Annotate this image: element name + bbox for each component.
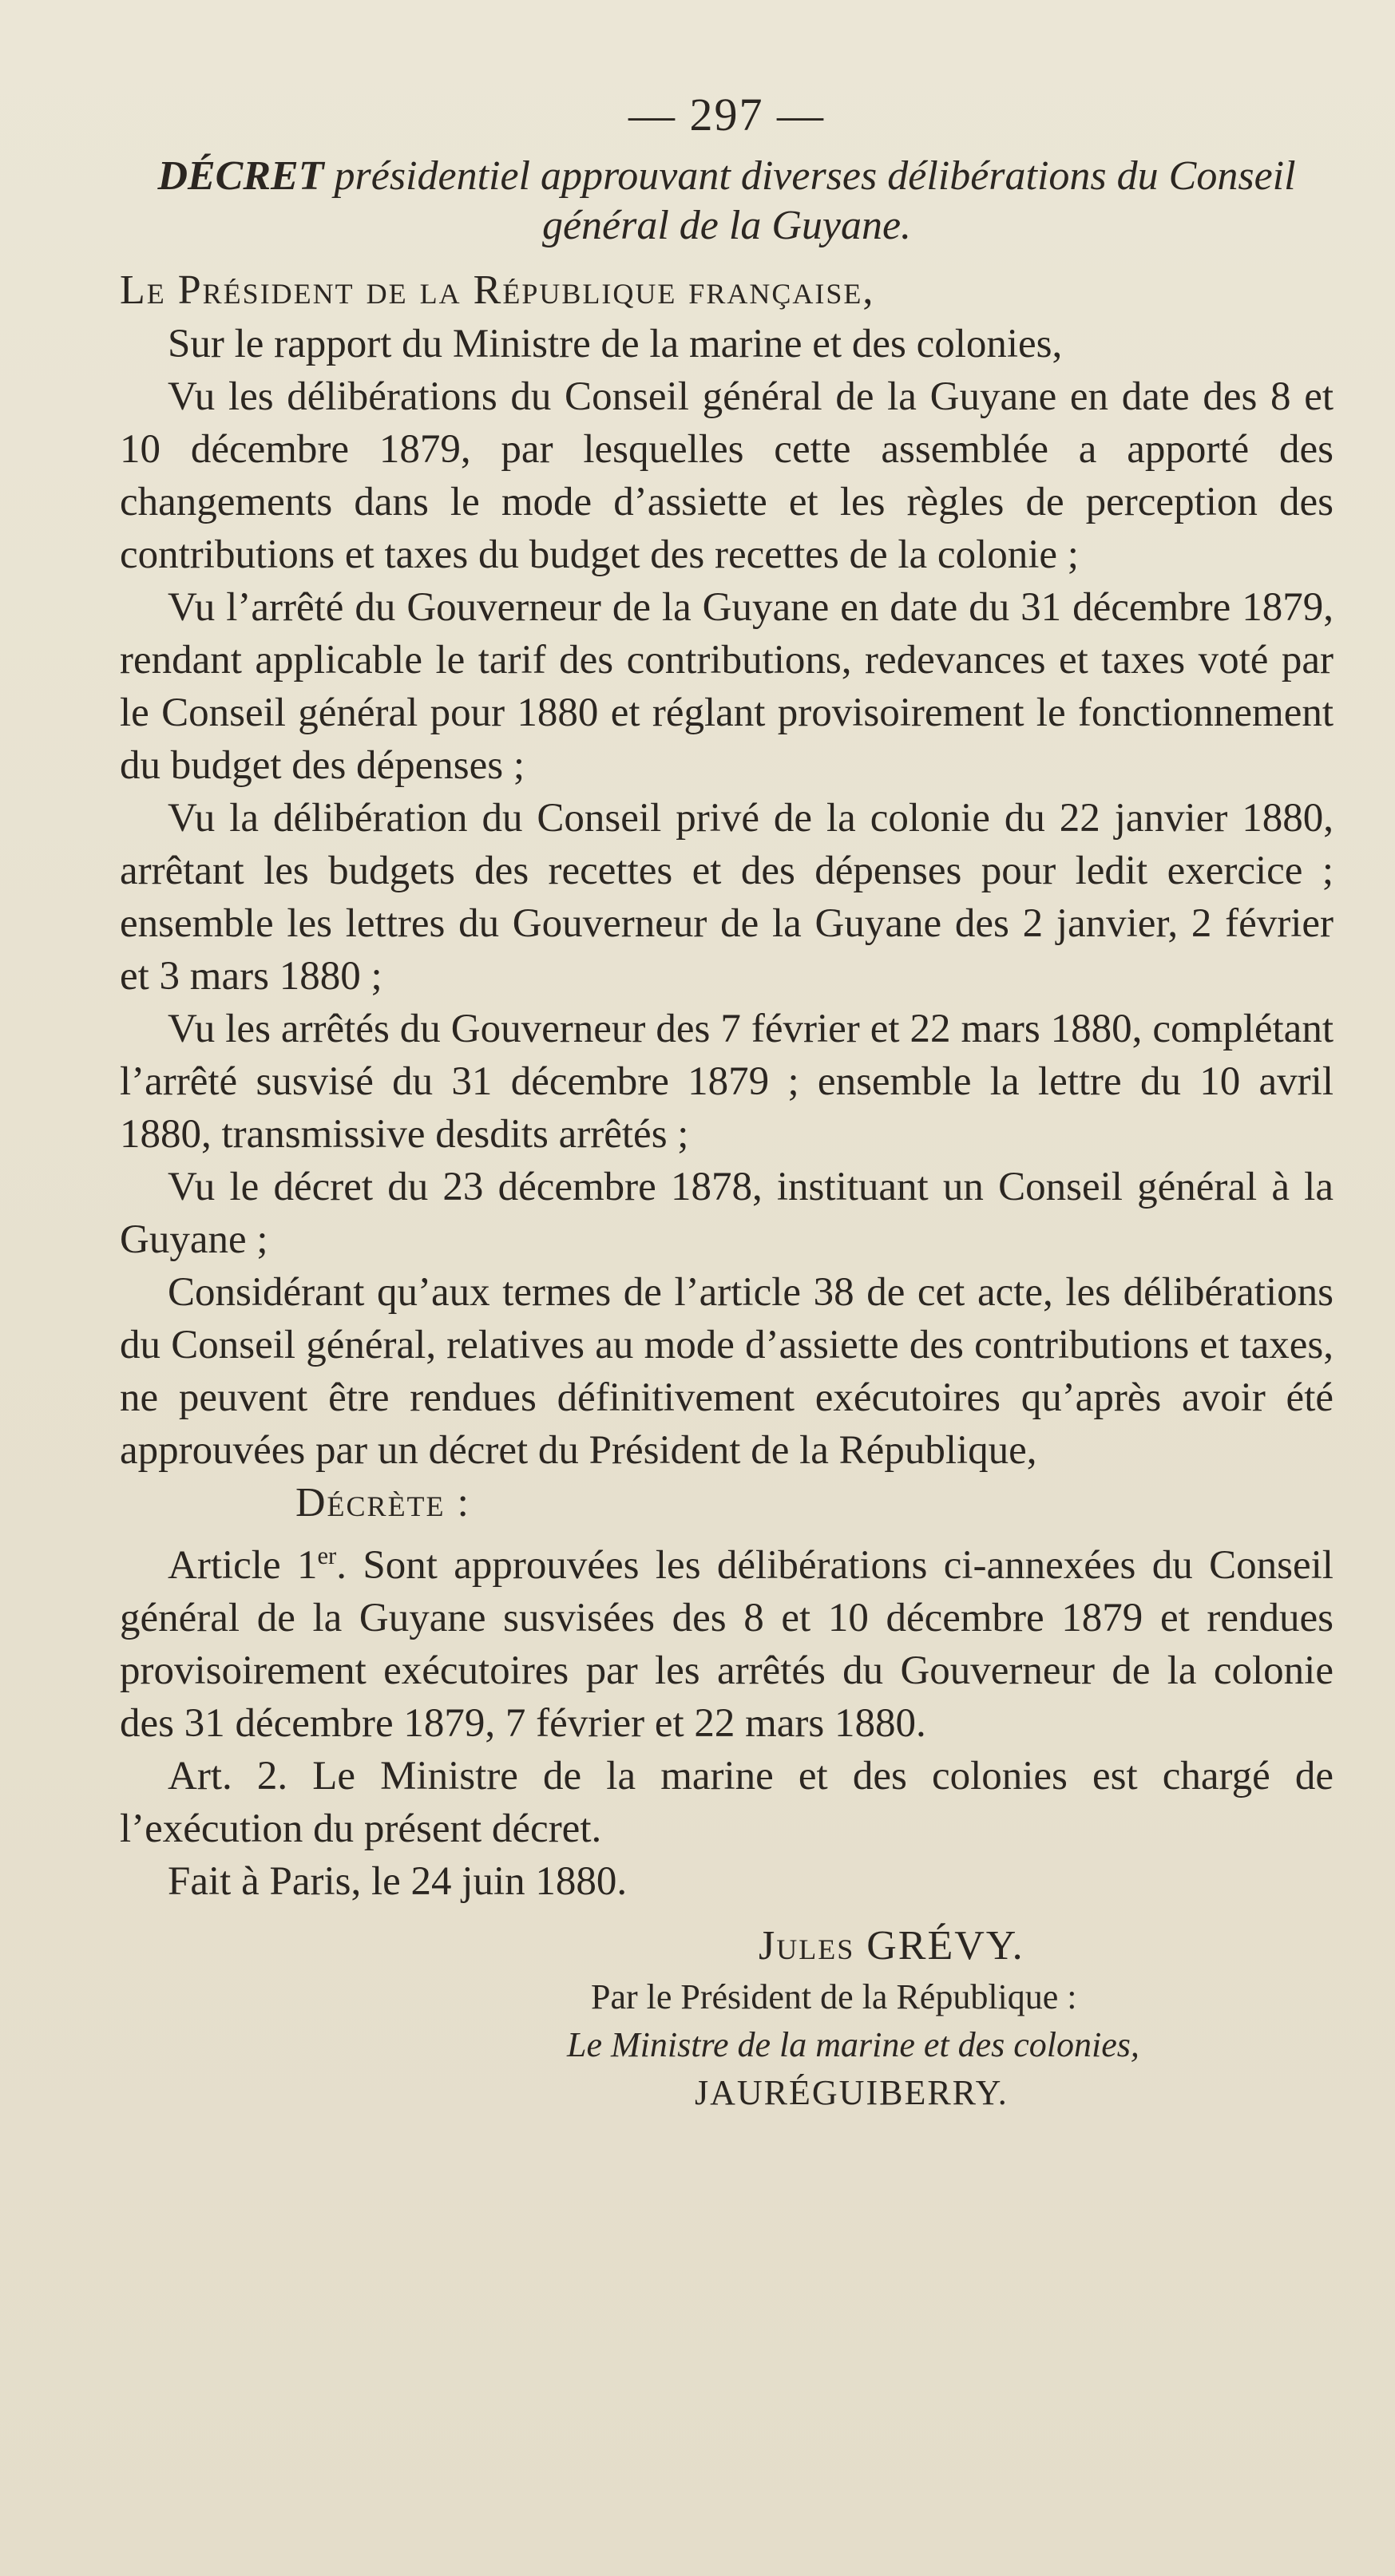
paragraph-vu-conseil-prive: Vu la délibération du Conseil privé de la colonie du 22 janvier 1880, arrêtant les budgets des recettes et des dépenses pour ledit exercice ; ensemble les lettres du Gouverneur de la Guyane des 2 janvier, 2 février et 3 mars 1880 ; [120,796,1334,999]
signature-name: Jules GRÉVY. [759,1923,1024,1969]
paragraph-vu-arretes: Vu les arrêtés du Gouverneur des 7 février et 22 mars 1880, complétant l’arrêté susvisé du 31 décembre 1879 ; ensemble la lettre du 10 avril 1880, transmissive desdits arrêtés ; [120,1007,1334,1157]
decree-title [120,152,1334,251]
decree-title-lead: DÉCRET [157,153,324,199]
signature-countersign-line: Par le Président de la République : [591,1977,1077,2016]
article-1-sup: er [317,1542,337,1569]
president-heading: Le Président de la République française, [120,267,875,313]
article-1-text: . Sont approuvées les délibérations ci-annexées du Conseil général de la Guyane susvisées des 8 et 10 décembre 1879 et rendues provisoirement exécutoires par les arrêtés du Gouverneur de la colonie des 31 décembre 1879, 7 février et 22 mars 1880. [120,1543,1334,1746]
paragraph-rapport: Sur le rapport du Ministre de la marine et des colonies, [168,322,1063,366]
page-content [120,88,1334,2117]
paragraph-vu-deliberations: Vu les délibérations du Conseil général de la Guyane en date des 8 et 10 décembre 1879, par lesquelles cette assemblée a apporté des changements dans le mode d’assiette et les règles de perception des contributions et taxes du budget des recettes de la colonie ; [120,374,1334,577]
paragraph-considerant: Considérant qu’aux termes de l’article 38 de cet acte, les délibérations du Conseil général, relatives au mode d’assiette des contributions et taxes, ne peuvent être rendues définitivement exécutoires qu’après avoir été approuvées par un décret du Président de la République, [120,1270,1334,1473]
paragraph-vu-decret: Vu le décret du 23 décembre 1878, instituant un Conseil général à la Guyane ; [120,1165,1334,1262]
signature-minister-name: JAURÉGUIBERRY. [695,2073,1009,2112]
article-2: Art. 2. Le Ministre de la marine et des colonies est chargé de l’exécution du présent décret. [120,1754,1334,1851]
decree-title-rest: présidentiel approuvant diverses délibérations du Conseil général de la Guyane. [334,153,1296,248]
article-1-label: Article 1 [168,1543,318,1588]
article-1 [120,1529,1334,1750]
decrete-heading: Décrète : [295,1480,470,1525]
paragraph-vu-arrete: Vu l’arrêté du Gouverneur de la Guyane en date du 31 décembre 1879, rendant applicable le tarif des contributions, redevances et taxes voté par le Conseil général pour 1880 et réglant provisoirement le fonctionnement du budget des dépenses ; [120,585,1334,788]
page-number: — 297 — [628,89,825,140]
signature-minister-role: Le Ministre de la marine et des colonies, [567,2025,1139,2064]
fait-a-paris: Fait à Paris, le 24 juin 1880. [168,1859,628,1904]
